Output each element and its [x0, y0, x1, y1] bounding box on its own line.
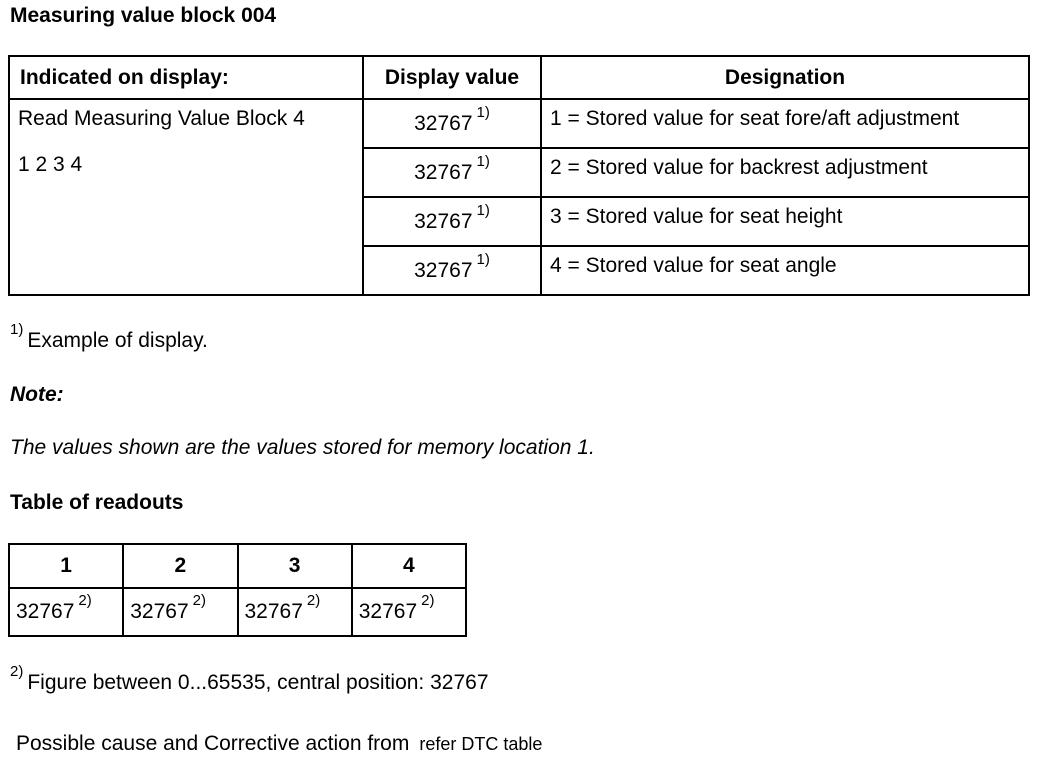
display-value: 32767: [414, 259, 473, 282]
display-value-cell: [363, 246, 541, 295]
readouts-header: 2: [123, 544, 237, 588]
footnote-ref: 2): [192, 592, 206, 609]
designation-cell: 3 = Stored value for seat height: [541, 197, 1029, 246]
designation-cell: 2 = Stored value for backrest adjustment: [541, 148, 1029, 197]
display-value-cell: [363, 197, 541, 246]
readout-cell: [9, 588, 123, 636]
readouts-table: [8, 543, 467, 637]
footnote-ref: 1): [476, 104, 490, 121]
readout-value: 32767: [244, 600, 303, 623]
readouts-header: 1: [9, 544, 123, 588]
indicated-line-2: 1 2 3 4: [18, 153, 83, 176]
header-display-value: Display value: [363, 56, 541, 99]
designation-cell: 1 = Stored value for seat fore/aft adjustment: [541, 99, 1029, 148]
footnote-ref: 1): [476, 202, 490, 219]
footnote-2-mark: 2): [10, 663, 24, 680]
readouts-title: Table of readouts: [10, 491, 184, 514]
measuring-value-table: [8, 55, 1030, 296]
footnote-1: [10, 321, 208, 353]
footnote-ref: 2): [78, 592, 92, 609]
footnote-2-text: Figure between 0...65535, central position: 32767: [27, 671, 489, 694]
indicated-cell: [9, 99, 363, 295]
footnote-1-text: Example of display.: [27, 329, 208, 352]
possible-cause-text: Possible cause and Corrective action from: [16, 732, 410, 755]
footnote-2: [10, 663, 489, 695]
readouts-header: 4: [352, 544, 466, 588]
table-header-row: [9, 56, 1029, 99]
readout-cell: [123, 588, 237, 636]
display-value-cell: [363, 148, 541, 197]
display-value: 32767: [414, 210, 473, 233]
note-label: Note:: [10, 383, 64, 406]
footnote-ref: 2): [421, 592, 435, 609]
readout-value: 32767: [130, 600, 189, 623]
page-title: Measuring value block 004: [10, 4, 277, 27]
readouts-header-row: [9, 544, 466, 588]
readout-value: 32767: [16, 600, 75, 623]
header-indicated: Indicated on display:: [9, 56, 363, 99]
readouts-value-row: [9, 588, 466, 636]
footnote-1-mark: 1): [10, 321, 24, 338]
readout-cell: [352, 588, 466, 636]
possible-cause-line: [16, 732, 542, 756]
table-row: [9, 99, 1029, 148]
indicated-line-1: Read Measuring Value Block 4: [18, 107, 305, 130]
footnote-ref: 2): [306, 592, 321, 609]
readouts-header: 3: [238, 544, 352, 588]
display-value: 32767: [414, 112, 473, 135]
dtc-table-link[interactable]: refer DTC table: [419, 734, 543, 754]
display-value-cell: [363, 99, 541, 148]
footnote-ref: 1): [476, 251, 490, 268]
designation-cell: 4 = Stored value for seat angle: [541, 246, 1029, 295]
header-designation: Designation: [541, 56, 1029, 99]
display-value: 32767: [414, 161, 473, 184]
readout-value: 32767: [358, 600, 418, 623]
footnote-ref: 1): [476, 153, 490, 170]
readout-cell: [238, 588, 352, 636]
note-text: The values shown are the values stored for memory location 1.: [10, 436, 595, 459]
